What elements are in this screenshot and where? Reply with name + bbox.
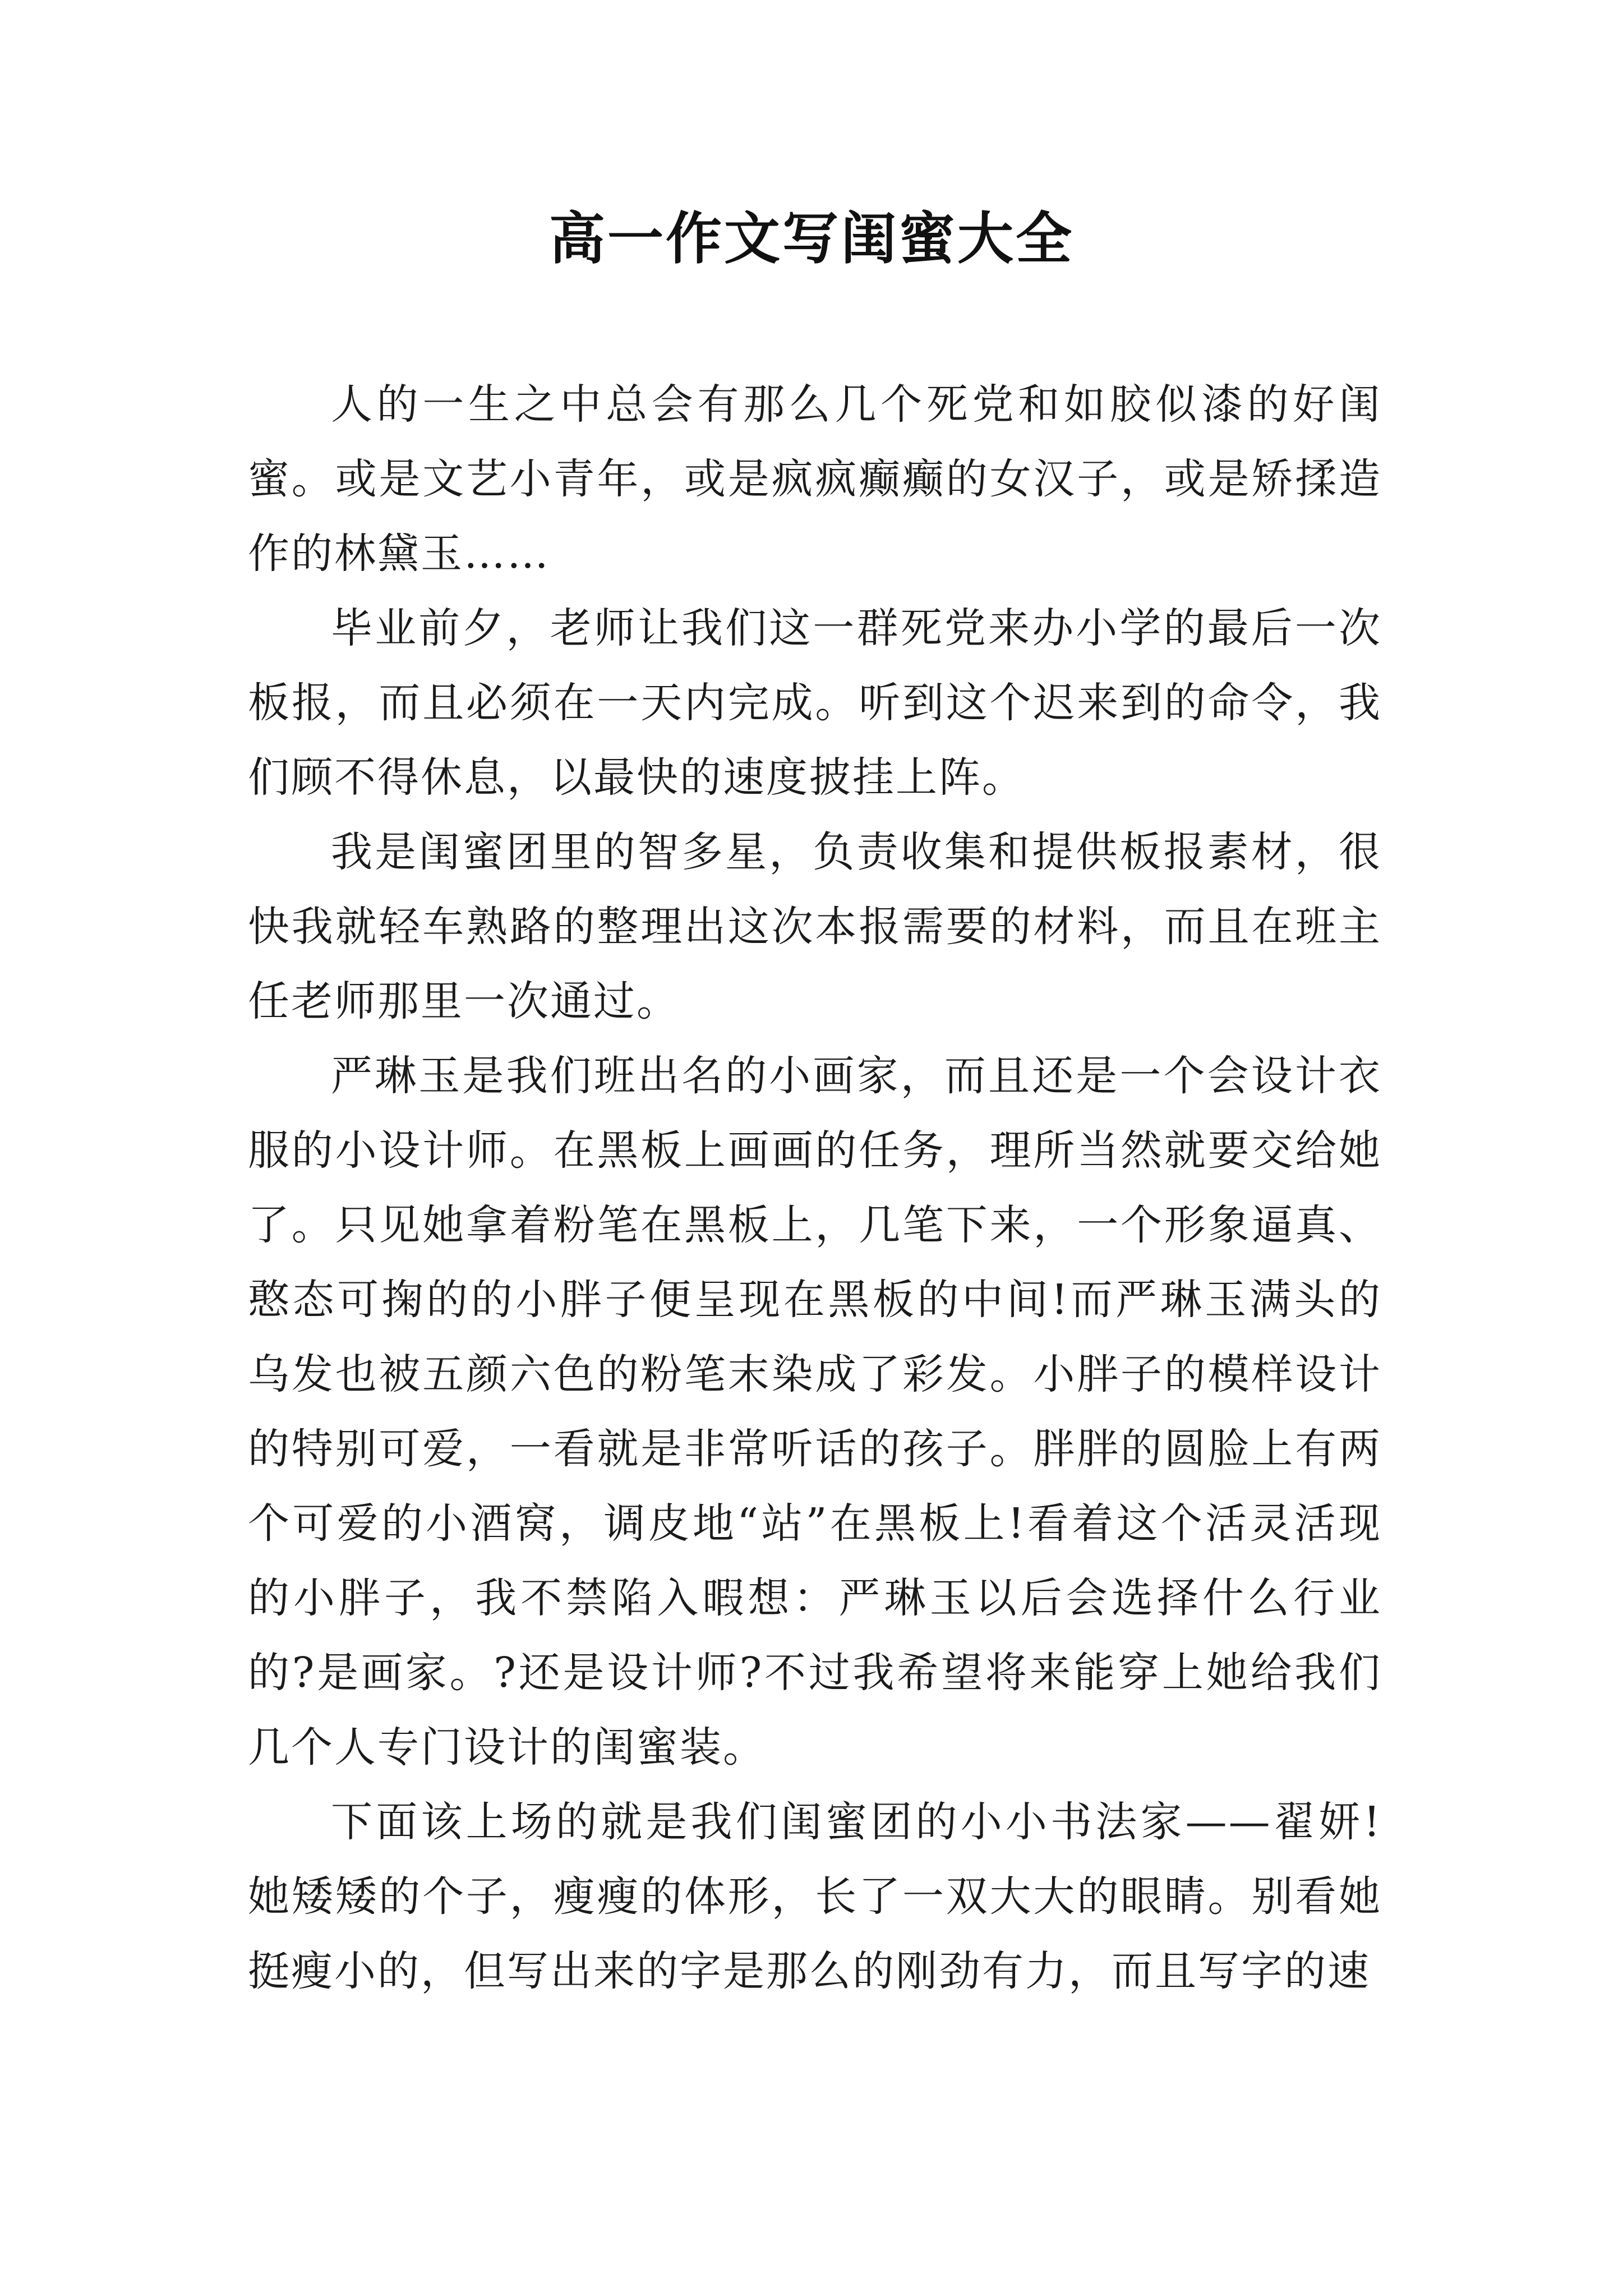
document-body <box>248 367 1382 2009</box>
paragraph-2: 毕业前夕，老师让我们这一群死党来办小学的最后一次板报，而且必须在一天内完成。听到这个迟来到的命令，我们顾不得休息，以最快的速度披挂上阵。 <box>248 604 1382 802</box>
paragraph-5: 下面该上场的就是我们闺蜜团的小小书法家——翟妍!她矮矮的个子，瘦瘦的体形，长了一双大大的眼睛。别看她挺瘦小的，但写出来的字是那么的刚劲有力，而且写字的速 <box>248 1798 1382 1995</box>
paragraph-4: 严琳玉是我们班出名的小画家，而且还是一个会设计衣服的小设计师。在黑板上画画的任务，理所当然就要交给她了。只见她拿着粉笔在黑板上，几笔下来，一个形象逼真、憨态可掬的的小胖子便呈现在黑板的中间!而严琳玉满头的乌发也被五颜六色的粉笔末染成了彩发。小胖子的模样设计的特别可爱，一看就是非常听话的孩子。胖胖的圆脸上有两个可爱的小酒窝，调皮地“站”在黑板上!看着这个活灵活现的小胖子，我不禁陷入暇想：严琳玉以后会选择什么行业的?是画家。?还是设计师?不过我希望将来能穿上她给我们几个人专门设计的闺蜜装。 <box>248 1052 1382 1772</box>
paragraph-1: 人的一生之中总会有那么几个死党和如胶似漆的好闺蜜。或是文艺小青年，或是疯疯癫癫的女汉子，或是矫揉造作的林黛玉…… <box>248 380 1382 578</box>
document-title: 高一作文写闺蜜大全 <box>549 205 1074 272</box>
paragraph-3: 我是闺蜜团里的智多星，负责收集和提供板报素材，很快我就轻车熟路的整理出这次本报需要的材料，而且在班主任老师那里一次通过。 <box>248 828 1382 1025</box>
